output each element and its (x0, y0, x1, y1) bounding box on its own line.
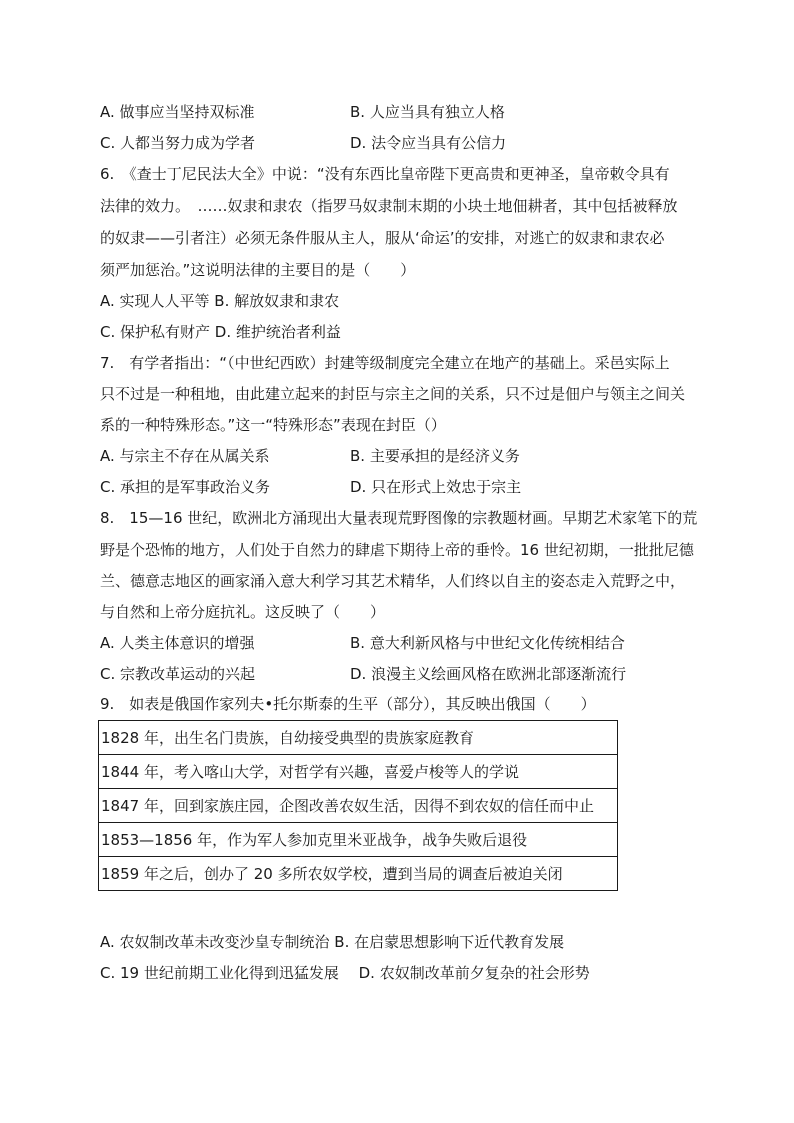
q5-options-row-2 (100, 133, 507, 153)
q9-stem: 9. 如表是俄国作家列夫•托尔斯泰的生平（部分），其反映出俄国（ ） (100, 695, 596, 713)
q7-stem-line-1: 7. 有学者指出：“（中世纪西欧）封建等级制度完全建立在地产的基础上。采邑实际上 (100, 354, 670, 372)
q6-stem-line-1: 6. 《查士丁尼民法大全》中说：“没有东西比皇帝陛下更高贵和更神圣，皇帝敕令具有 (100, 165, 670, 183)
q7-options-row-1 (100, 446, 520, 466)
q7-option-b: B. 主要承担的是经济义务 (350, 447, 520, 465)
table-cell: 1853—1856 年，作为军人参加克里米亚战争，战争失败后退役 (99, 823, 618, 857)
q5-option-a: A. 做事应当坚持双标准 (100, 103, 255, 121)
q8-option-b: B. 意大利新风格与中世纪文化传统相结合 (350, 634, 625, 652)
q7-options-row-2 (100, 477, 522, 497)
table-row (99, 721, 618, 755)
table-row (99, 755, 618, 789)
q7-option-c: C. 承担的是军事政治义务 (100, 478, 271, 496)
q8-option-c: C. 宗教改革运动的兴起 (100, 665, 256, 683)
table-cell: 1847 年，回到家族庄园，企图改善农奴生活，因得不到农奴的信任而中止 (99, 789, 618, 823)
q6-stem-line-4: 须严加惩治。”这说明法律的主要目的是（ ） (100, 261, 416, 279)
q8-stem-line-3: 兰、德意志地区的画家涌入意大利学习其艺术精华，人们终以自主的姿态走入荒野之中， (100, 572, 686, 590)
q6-stem-line-3: 的奴隶——引者注）必须无条件服从主人，服从‘命运’的安排，对逃亡的奴隶和隶农必 (100, 229, 665, 247)
q8-stem-line-1: 8. 15—16 世纪，欧洲北方涌现出大量表现荒野图像的宗教题材画。早期艺术家笔下的荒 (100, 509, 698, 527)
table-row (99, 823, 618, 857)
q8-options-row-1 (100, 633, 625, 653)
q8-stem-line-2: 野是个恐怖的地方，人们处于自然力的肆虐下期待上帝的垂怜。16 世纪初期，一批批尼德 (100, 541, 694, 559)
q7-stem-line-2: 只不过是一种租地，由此建立起来的封臣与宗主之间的关系，只不过是佃户与领主之间关 (100, 385, 686, 403)
q9-options-line-1: A. 农奴制改革未改变沙皇专制统治 B. 在启蒙思想影响下近代教育发展 (100, 933, 565, 951)
table-cell: 1844 年，考入喀山大学，对哲学有兴趣，喜爱卢梭等人的学说 (99, 755, 618, 789)
q6-options-line-2: C. 保护私有财产 D. 维护统治者利益 (100, 323, 341, 341)
q5-options-row-1 (100, 102, 505, 122)
table-row (99, 789, 618, 823)
q8-option-d: D. 浪漫主义绘画风格在欧洲北部逐渐流行 (350, 665, 627, 683)
q5-option-c: C. 人都当努力成为学者 (100, 134, 256, 152)
q7-option-d: D. 只在形式上效忠于宗主 (350, 478, 522, 496)
q5-option-d: D. 法令应当具有公信力 (350, 134, 507, 152)
table-cell: 1828 年，出生名门贵族，自幼接受典型的贵族家庭教育 (99, 721, 618, 755)
q8-option-a: A. 人类主体意识的增强 (100, 634, 255, 652)
q9-options-line-2: C. 19 世纪前期工业化得到迅猛发展 D. 农奴制改革前夕复杂的社会形势 (100, 964, 590, 982)
table-row (99, 857, 618, 891)
q6-stem-line-2: 法律的效力。 ……奴隶和隶农（指罗马奴隶制末期的小块土地佃耕者，其中包括被释放 (100, 197, 678, 215)
q8-options-row-2 (100, 664, 627, 684)
q7-option-a: A. 与宗主不存在从属关系 (100, 447, 270, 465)
q7-stem-line-3: 系的一种特殊形态。”这一“特殊形态”表现在封臣（） (100, 416, 446, 434)
q8-stem-line-4: 与自然和上帝分庭抗礼。这反映了（ ） (100, 603, 386, 621)
q5-option-b: B. 人应当具有独立人格 (350, 103, 505, 121)
q6-options-line-1: A. 实现人人平等 B. 解放奴隶和隶农 (100, 292, 340, 310)
tolstoy-biography-table (98, 720, 618, 891)
table-cell: 1859 年之后，创办了 20 多所农奴学校，遭到当局的调查后被迫关闭 (99, 857, 618, 891)
